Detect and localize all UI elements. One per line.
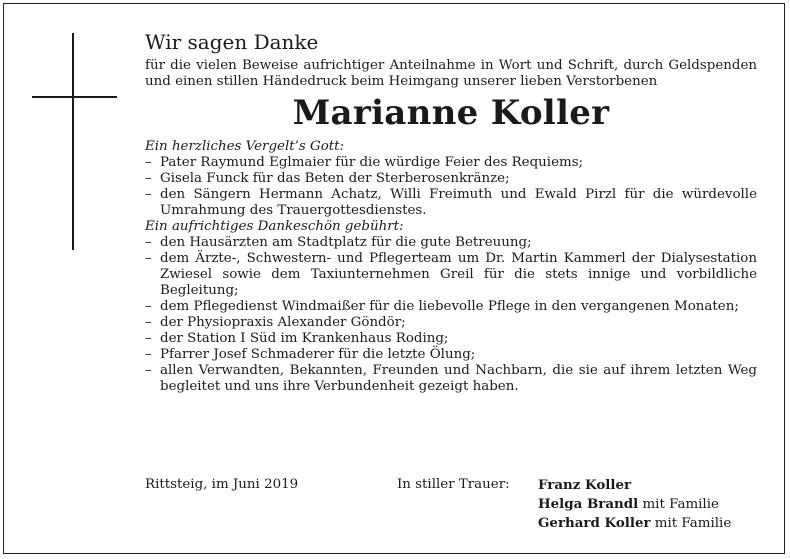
mourner (538, 476, 731, 495)
mourner-name: Gerhard Koller (538, 515, 651, 531)
cross-horizontal-bar (32, 96, 117, 98)
thanks-list (145, 155, 757, 219)
list-item: – der Physiopraxis Alexander Göndör; (145, 315, 757, 331)
mourners-list (538, 476, 731, 533)
mourner-suffix: mit Familie (650, 516, 732, 531)
list-item: – allen Verwandten, Bekannten, Freunden und Nachbarn, die sie auf ihrem letzten Weg begleitet und uns ihre Verbundenheit gezeigt haben. (145, 363, 757, 395)
place-date: Rittsteig, im Juni 2019 (145, 477, 299, 492)
list-item: – dem Pflegedienst Windmaißer für die liebevolle Pflege in den vergangenen Monaten; (145, 299, 757, 315)
deceased-name: Marianne Koller (292, 93, 610, 133)
list-item: – Pater Raymund Eglmaier für die würdige Feier des Requiems; (145, 155, 757, 171)
mourning-label: In stiller Trauer: (397, 477, 510, 492)
list-item: – den Hausärzten am Stadtplatz für die gute Betreuung; (145, 235, 757, 251)
list-item: – Pfarrer Josef Schmaderer für die letzte Ölung; (145, 347, 757, 363)
mourner-suffix: mit Familie (638, 497, 719, 512)
section-title: Ein aufrichtiges Dankeschön gebührt: (145, 219, 404, 234)
mourner (538, 495, 731, 514)
cross-vertical-bar (72, 33, 74, 250)
thanks-list (145, 235, 757, 395)
mourner-name: Franz Koller (538, 477, 632, 493)
list-item: – den Sängern Hermann Achatz, Willi Freimuth und Ewald Pirzl für die würdevolle Umrahmung des Trauergottesdienstes. (145, 187, 757, 219)
list-item: – Gisela Funck für das Beten der Sterberosenkränze; (145, 171, 757, 187)
thanks-section-2 (145, 219, 757, 395)
notice-heading: Wir sagen Danke (145, 30, 319, 54)
list-item: – der Station I Süd im Krankenhaus Roding; (145, 331, 757, 347)
section-title: Ein herzliches Vergelt’s Gott: (145, 139, 345, 154)
mourner (538, 514, 731, 533)
list-item: – dem Ärzte-, Schwestern- und Pflegerteam um Dr. Martin Kammerl der Dialysestation Zwiesel sowie dem Taxiunternehmen Greil für die stets innige und vorbildliche Begleitung; (145, 251, 757, 299)
intro-text: für die vielen Beweise aufrichtiger Anteilnahme in Wort und Schrift, durch Geldspenden und einen stillen Händedruck beim Heimgang unserer lieben Verstorbenen (145, 58, 757, 89)
thanks-section-1 (145, 139, 757, 219)
notice-body (145, 29, 757, 395)
mourner-name: Helga Brandl (538, 496, 639, 512)
